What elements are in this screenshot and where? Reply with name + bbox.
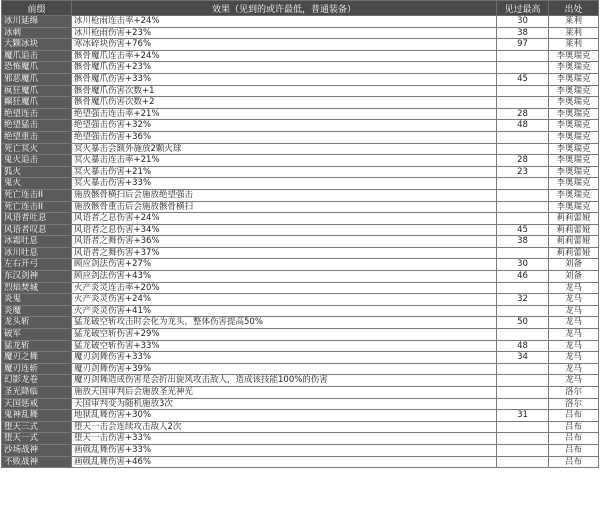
level-cell	[497, 97, 549, 109]
effect-cell: 画戟乱舞伤害+33%	[72, 444, 497, 456]
source-cell: 龙马	[549, 329, 599, 341]
table-row	[2, 271, 599, 283]
level-cell	[497, 421, 549, 433]
prefix-cell: 炎魔	[2, 305, 72, 317]
effect-cell: 顾应剑法伤害+27%	[72, 259, 497, 271]
source-cell: 李奥瑞克	[549, 155, 599, 167]
table-row	[2, 352, 599, 364]
source-cell: 李奥瑞克	[549, 131, 599, 143]
prefix-cell: 东汉剑神	[2, 271, 72, 283]
source-cell: 刘备	[549, 271, 599, 283]
table-row	[2, 143, 599, 155]
header-row	[2, 1, 599, 16]
effect-cell: 魔刃剑舞伤害+33%	[72, 352, 497, 364]
effect-cell: 冥火暴击会额外施放2颗火球	[72, 143, 497, 155]
header-effect: 效果（见到的或许最低，普通装备）	[72, 1, 497, 16]
level-cell: 45	[497, 224, 549, 236]
effect-cell: 冰川枪雨连击率+24%	[72, 16, 497, 28]
table-row	[2, 62, 599, 74]
level-cell	[497, 433, 549, 445]
table-row	[2, 39, 599, 51]
source-cell: 吕布	[549, 410, 599, 422]
source-cell: 龙马	[549, 375, 599, 387]
level-cell: 48	[497, 120, 549, 132]
level-cell: 46	[497, 271, 549, 283]
source-cell: 莉莉蕾娅	[549, 213, 599, 225]
header-source: 出处	[549, 1, 599, 16]
prefix-cell: 圣光降临	[2, 387, 72, 399]
effect-cell: 绝望强击伤害+32%	[72, 120, 497, 132]
prefix-cell: 绝望猛击	[2, 120, 72, 132]
prefix-cell: 魔刃连斩	[2, 363, 72, 375]
table-row	[2, 224, 599, 236]
effect-cell: 猛龙破空斩伤害+33%	[72, 340, 497, 352]
source-cell: 李奥瑞克	[549, 189, 599, 201]
effect-cell: 骸骨魔爪连击率+24%	[72, 50, 497, 62]
effect-cell: 绝望强击伤害+36%	[72, 131, 497, 143]
source-cell: 李奥瑞克	[549, 50, 599, 62]
source-cell: 莱利	[549, 39, 599, 51]
source-cell: 莉莉蕾娅	[549, 236, 599, 248]
prefix-cell: 狐火	[2, 166, 72, 178]
source-cell: 李奥瑞克	[549, 73, 599, 85]
table-row	[2, 329, 599, 341]
level-cell: 34	[497, 352, 549, 364]
prefix-cell: 疯狂魔爪	[2, 85, 72, 97]
table-row	[2, 456, 599, 468]
level-cell: 30	[497, 259, 549, 271]
source-cell: 李奥瑞克	[549, 62, 599, 74]
level-cell	[497, 363, 549, 375]
table-row	[2, 73, 599, 85]
level-cell: 48	[497, 340, 549, 352]
source-cell: 吕布	[549, 444, 599, 456]
source-cell: 刘备	[549, 259, 599, 271]
source-cell: 李奥瑞克	[549, 143, 599, 155]
table-row	[2, 120, 599, 132]
prefix-cell: 炎鬼	[2, 294, 72, 306]
prefix-cell: 风语者吐息	[2, 213, 72, 225]
effect-cell: 冰川枪雨伤害+23%	[72, 27, 497, 39]
table-row	[2, 166, 599, 178]
table-row	[2, 340, 599, 352]
table-row	[2, 50, 599, 62]
prefix-cell: 冰川延绵	[2, 16, 72, 28]
table-row	[2, 201, 599, 213]
source-cell: 李奥瑞克	[549, 166, 599, 178]
level-cell	[497, 282, 549, 294]
effect-cell: 魔刃剑舞伤害+39%	[72, 363, 497, 375]
prefix-cell: 烈焰焚城	[2, 282, 72, 294]
source-cell: 李奥瑞克	[549, 201, 599, 213]
level-cell	[497, 329, 549, 341]
effect-cell: 猛龙破空斩攻击时会化为龙头，整体伤害提高50%	[72, 317, 497, 329]
effect-cell: 施放骸骨重击后会施放骸骨横扫	[72, 201, 497, 213]
level-cell	[497, 62, 549, 74]
source-cell: 李奥瑞克	[549, 178, 599, 190]
level-cell: 50	[497, 317, 549, 329]
effect-cell: 顾应剑法伤害+43%	[72, 271, 497, 283]
level-cell: 38	[497, 27, 549, 39]
level-cell	[497, 143, 549, 155]
source-cell: 李奥瑞克	[549, 108, 599, 120]
table-row	[2, 444, 599, 456]
table-row	[2, 178, 599, 190]
effect-cell: 骸骨魔爪伤害次数+1	[72, 85, 497, 97]
prefix-cell: 鬼神乱舞	[2, 410, 72, 422]
prefix-cell: 风语者叹息	[2, 224, 72, 236]
level-cell: 97	[497, 39, 549, 51]
table-row	[2, 155, 599, 167]
prefix-cell: 猛龙斩	[2, 340, 72, 352]
effect-cell: 绝望强击连击率+21%	[72, 108, 497, 120]
prefix-cell: 沙场战神	[2, 444, 72, 456]
table-row	[2, 410, 599, 422]
table-row	[2, 16, 599, 28]
prefix-cell: 大颗冰块	[2, 39, 72, 51]
prefix-cell: 冰刺	[2, 27, 72, 39]
level-cell: 31	[497, 410, 549, 422]
level-cell: 45	[497, 73, 549, 85]
table-row	[2, 236, 599, 248]
effect-cell: 骸骨魔爪伤害次数+2	[72, 97, 497, 109]
table-row	[2, 97, 599, 109]
table-row	[2, 317, 599, 329]
prefix-cell: 幻影龙卷	[2, 375, 72, 387]
effect-cell: 魔刃剑舞造成伤害是会折出旋风攻击敌人，造成该技能100%的伤害	[72, 375, 497, 387]
table-row	[2, 85, 599, 97]
source-cell: 龙马	[549, 363, 599, 375]
effect-cell: 堕天一击伤害+33%	[72, 433, 497, 445]
effect-cell: 火产炎灵连击率+20%	[72, 282, 497, 294]
level-cell	[497, 85, 549, 97]
table-row	[2, 131, 599, 143]
effect-cell: 画戟乱舞伤害+46%	[72, 456, 497, 468]
table-row	[2, 27, 599, 39]
prefix-cell: 绝望连击	[2, 108, 72, 120]
prefix-cell: 死亡冥火	[2, 143, 72, 155]
prefix-cell: 邪恶魔爪	[2, 73, 72, 85]
effect-cell: 火产炎灵伤害+41%	[72, 305, 497, 317]
source-cell: 龙马	[549, 352, 599, 364]
prefix-cell: 堕天三式	[2, 421, 72, 433]
source-cell: 龙马	[549, 294, 599, 306]
source-cell: 李奥瑞克	[549, 120, 599, 132]
source-cell: 龙马	[549, 305, 599, 317]
table-row	[2, 387, 599, 399]
level-cell	[497, 387, 549, 399]
prefix-cell: 癫狂魔爪	[2, 97, 72, 109]
effect-cell: 冥火暴击连击率+21%	[72, 155, 497, 167]
source-cell: 吕布	[549, 421, 599, 433]
effect-cell: 风语者之息伤害+34%	[72, 224, 497, 236]
effect-cell: 天国审判变为随机施放3次	[72, 398, 497, 410]
level-cell	[497, 189, 549, 201]
level-cell: 32	[497, 294, 549, 306]
effect-cell: 火产炎灵伤害+24%	[72, 294, 497, 306]
table-row	[2, 421, 599, 433]
prefix-cell: 死亡连击II	[2, 189, 72, 201]
source-cell: 龙马	[549, 282, 599, 294]
prefix-cell: 绝望重击	[2, 131, 72, 143]
prefix-cell: 左右开弓	[2, 259, 72, 271]
prefix-cell: 天国惩戒	[2, 398, 72, 410]
prefix-cell: 鬼火	[2, 178, 72, 190]
source-cell: 吕布	[549, 456, 599, 468]
source-cell: 莉莉蕾娅	[549, 247, 599, 259]
prefix-cell: 龙头斩	[2, 317, 72, 329]
header-prefix: 前缀	[2, 1, 72, 16]
level-cell	[497, 131, 549, 143]
table-row	[2, 247, 599, 259]
source-cell: 李奥瑞克	[549, 97, 599, 109]
prefix-cell: 死亡连击II	[2, 201, 72, 213]
prefix-cell: 恐怖魔爪	[2, 62, 72, 74]
source-cell: 莱利	[549, 27, 599, 39]
table-row	[2, 433, 599, 445]
effect-cell: 施放骸骨横扫后会施放绝望强击	[72, 189, 497, 201]
source-cell: 洛尔	[549, 387, 599, 399]
effect-cell: 风语者之舞伤害+37%	[72, 247, 497, 259]
table-row	[2, 363, 599, 375]
table-row	[2, 259, 599, 271]
table-row	[2, 305, 599, 317]
table-row	[2, 294, 599, 306]
source-cell: 莉莉蕾娅	[549, 224, 599, 236]
table-row	[2, 213, 599, 225]
table-row	[2, 398, 599, 410]
source-cell: 莱利	[549, 16, 599, 28]
table-row	[2, 375, 599, 387]
level-cell	[497, 213, 549, 225]
effect-cell: 冥火暴击伤害+21%	[72, 166, 497, 178]
level-cell	[497, 398, 549, 410]
level-cell: 38	[497, 236, 549, 248]
prefix-cell: 鬼火追击	[2, 155, 72, 167]
level-cell: 30	[497, 16, 549, 28]
source-cell: 李奥瑞克	[549, 85, 599, 97]
skill-prefix-table	[1, 0, 599, 468]
table-row	[2, 189, 599, 201]
level-cell	[497, 178, 549, 190]
table-row	[2, 282, 599, 294]
effect-cell: 骸骨魔爪伤害+33%	[72, 73, 497, 85]
effect-cell: 施放天国审判后会施放圣光神光	[72, 387, 497, 399]
table-row	[2, 108, 599, 120]
level-cell: 28	[497, 155, 549, 167]
effect-cell: 风语者之舞伤害+36%	[72, 236, 497, 248]
effect-cell: 冥火暴击伤害+33%	[72, 178, 497, 190]
source-cell: 龙马	[549, 317, 599, 329]
source-cell: 洛尔	[549, 398, 599, 410]
level-cell	[497, 456, 549, 468]
header-level: 见过最高	[497, 1, 549, 16]
level-cell	[497, 247, 549, 259]
prefix-cell: 堕天一式	[2, 433, 72, 445]
prefix-cell: 冰川吐息	[2, 247, 72, 259]
prefix-cell: 魔爪追击	[2, 50, 72, 62]
effect-cell: 寒冰碎块伤害+76%	[72, 39, 497, 51]
prefix-cell: 冰霜吐息	[2, 236, 72, 248]
level-cell	[497, 444, 549, 456]
effect-cell: 骸骨魔爪伤害+23%	[72, 62, 497, 74]
level-cell: 23	[497, 166, 549, 178]
effect-cell: 堕天一击会连续攻击敌人2次	[72, 421, 497, 433]
level-cell	[497, 305, 549, 317]
effect-cell: 风语者之息伤害+24%	[72, 213, 497, 225]
source-cell: 龙马	[549, 340, 599, 352]
prefix-cell: 不败战神	[2, 456, 72, 468]
level-cell	[497, 375, 549, 387]
level-cell	[497, 201, 549, 213]
level-cell: 28	[497, 108, 549, 120]
prefix-cell: 破军	[2, 329, 72, 341]
effect-cell: 地狱乱舞伤害+30%	[72, 410, 497, 422]
effect-cell: 猛龙破空斩伤害+29%	[72, 329, 497, 341]
prefix-cell: 魔刃之舞	[2, 352, 72, 364]
source-cell: 吕布	[549, 433, 599, 445]
level-cell	[497, 50, 549, 62]
